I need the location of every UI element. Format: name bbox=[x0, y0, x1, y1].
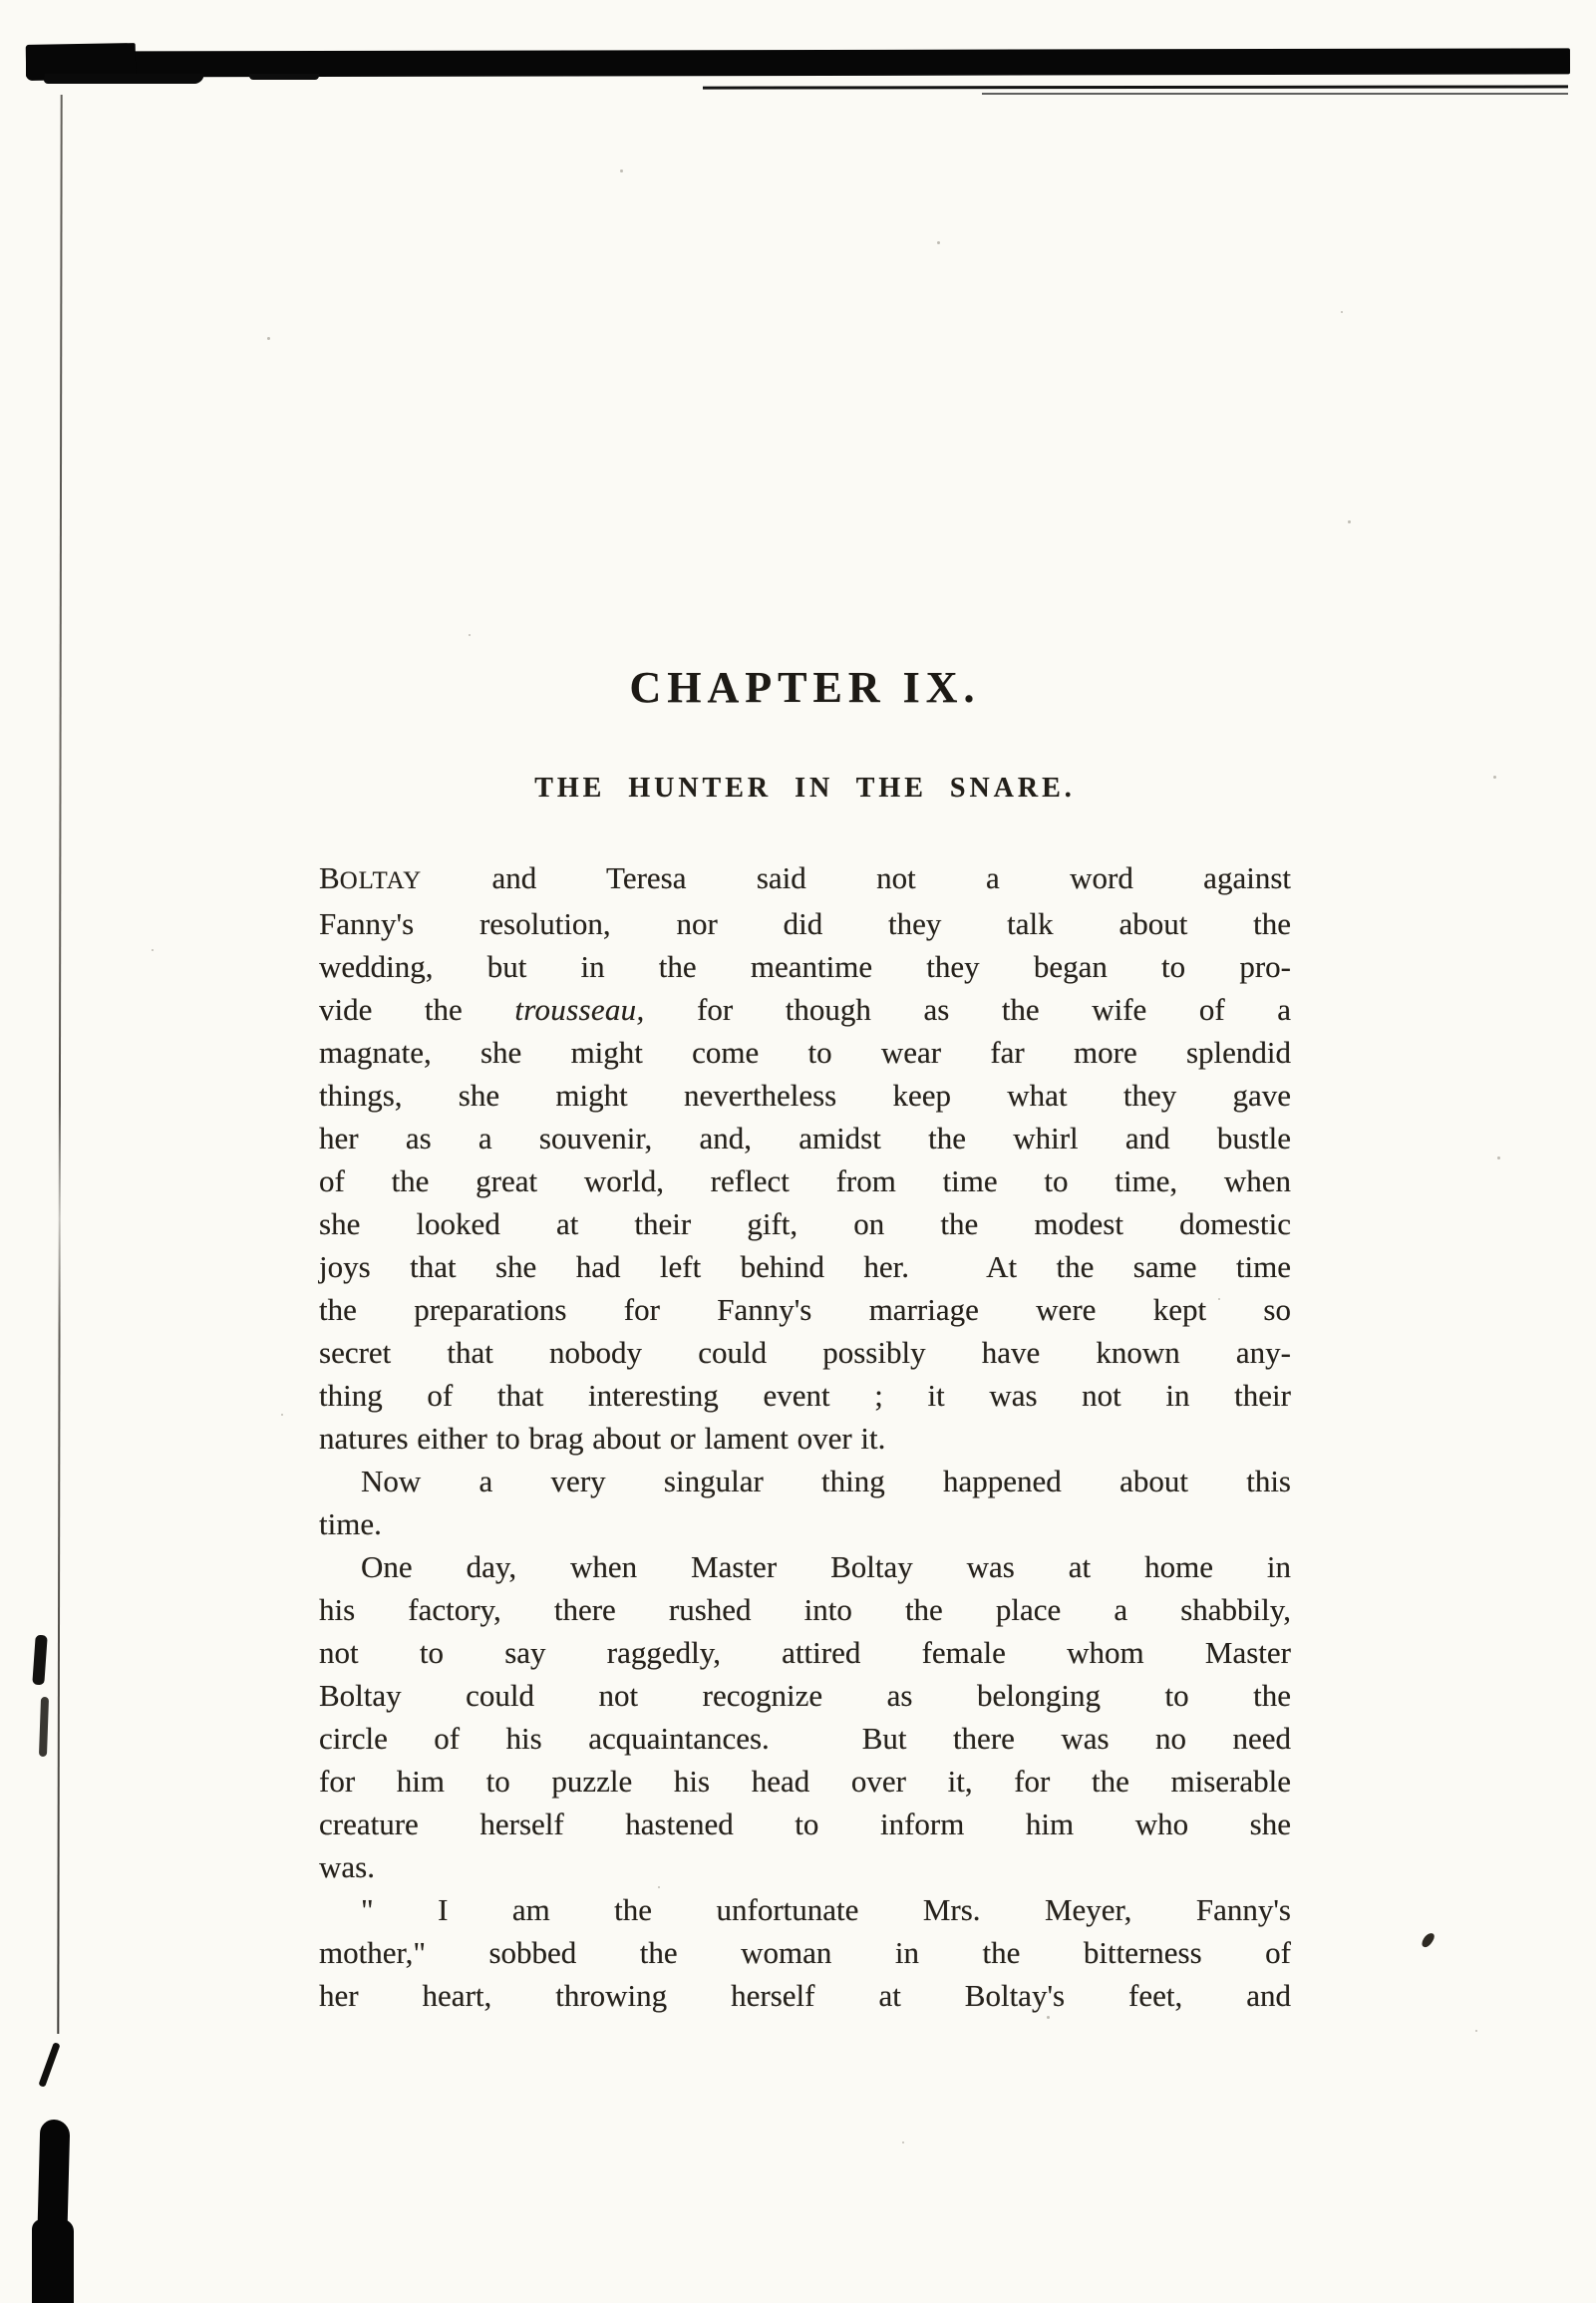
text-segment: for him to puzzle his head over it, for the miserable bbox=[319, 1764, 1291, 1799]
italic-text: trousseau, bbox=[514, 992, 645, 1027]
page-gutter-line bbox=[57, 95, 62, 2034]
scan-speck bbox=[1493, 776, 1496, 779]
text-segment: time. bbox=[319, 1506, 382, 1541]
text-segment: her heart, throwing herself at Boltay's feet, and bbox=[319, 1978, 1291, 2013]
ink-blot bbox=[32, 2219, 74, 2303]
body-text bbox=[319, 856, 1291, 2017]
text-line bbox=[319, 1674, 1291, 1717]
text-line bbox=[319, 1545, 1291, 1588]
text-line bbox=[319, 1159, 1291, 1202]
text-line bbox=[319, 1417, 1291, 1460]
text-line bbox=[319, 945, 1291, 988]
text-segment: for though as the wife of a bbox=[644, 992, 1292, 1027]
text-line bbox=[319, 1502, 1291, 1545]
chapter-title: CHAPTER IX. bbox=[629, 663, 981, 712]
text-segment: wedding, but in the meantime they began to pro- bbox=[319, 949, 1291, 984]
scan-speck bbox=[1348, 520, 1351, 523]
scan-speck bbox=[1475, 2030, 1477, 2032]
text-line bbox=[319, 1588, 1291, 1631]
scan-speck bbox=[281, 1414, 283, 1416]
scan-rule-line bbox=[703, 85, 1568, 89]
scan-speck bbox=[267, 337, 270, 340]
text-line bbox=[319, 1031, 1291, 1074]
text-segment: not to say raggedly, attired female whom Master bbox=[319, 1635, 1291, 1670]
text-segment: B bbox=[319, 860, 340, 895]
text-line bbox=[319, 1717, 1291, 1760]
scan-top-bar-smudge bbox=[249, 74, 319, 80]
text-segment: mother," sobbed the woman in the bitterness of bbox=[319, 1935, 1291, 1970]
text-line bbox=[319, 1460, 1291, 1502]
text-line bbox=[319, 1331, 1291, 1374]
text-line bbox=[319, 1631, 1291, 1674]
text-segment: of the great world, reflect from time to time, when bbox=[319, 1163, 1291, 1198]
text-line bbox=[319, 1074, 1291, 1117]
text-line bbox=[319, 1245, 1291, 1288]
text-segment: Boltay could not recognize as belonging to the bbox=[319, 1678, 1291, 1713]
text-segment: One day, when Master Boltay was at home in bbox=[361, 1549, 1291, 1584]
text-segment: the preparations for Fanny's marriage were kept so bbox=[319, 1292, 1291, 1327]
paragraph bbox=[319, 1888, 1291, 2017]
scan-speck bbox=[620, 169, 623, 172]
text-segment: magnate, she might come to wear far more splendid bbox=[319, 1035, 1291, 1070]
text-line bbox=[319, 1803, 1291, 1845]
text-segment: creature herself hastened to inform him who she bbox=[319, 1807, 1291, 1841]
ink-mark bbox=[32, 1635, 47, 1686]
text-line bbox=[319, 1845, 1291, 1888]
text-segment: thing of that interesting event ; it was not in their bbox=[319, 1378, 1291, 1413]
text-line bbox=[319, 902, 1291, 945]
text-segment: things, she might nevertheless keep what they gave bbox=[319, 1078, 1291, 1113]
text-line bbox=[319, 1931, 1291, 1974]
paragraph bbox=[319, 1460, 1291, 1545]
paragraph bbox=[319, 856, 1291, 1460]
paragraph bbox=[319, 1545, 1291, 1888]
ink-speck bbox=[1420, 1931, 1436, 1949]
text-segment: joys that she had left behind her. At the same time bbox=[319, 1249, 1291, 1284]
scan-speck bbox=[152, 949, 154, 951]
text-line bbox=[319, 1117, 1291, 1159]
smallcaps-text: OLTAY bbox=[339, 867, 423, 894]
text-line bbox=[319, 1202, 1291, 1245]
scan-speck bbox=[1497, 1156, 1500, 1159]
text-line bbox=[319, 1888, 1291, 1931]
text-line bbox=[319, 1288, 1291, 1331]
text-segment: his factory, there rushed into the place a shabbily, bbox=[319, 1592, 1291, 1627]
ink-mark bbox=[39, 1697, 49, 1757]
page-text-column bbox=[319, 662, 1291, 2017]
ink-mark bbox=[38, 2042, 60, 2088]
scan-speck bbox=[469, 634, 471, 636]
text-segment: natures either to brag about or lament over it. bbox=[319, 1421, 886, 1456]
text-segment: she looked at their gift, on the modest domestic bbox=[319, 1206, 1291, 1241]
text-segment: and Teresa said not a word against bbox=[422, 860, 1291, 895]
text-segment: Now a very singular thing happened about this bbox=[361, 1464, 1291, 1498]
text-segment: " I am the unfortunate Mrs. Meyer, Fanny's bbox=[361, 1892, 1291, 1927]
text-line bbox=[319, 988, 1291, 1031]
text-line bbox=[319, 1974, 1291, 2017]
text-segment: was. bbox=[319, 1849, 375, 1884]
chapter-subtitle: THE HUNTER IN THE SNARE. bbox=[534, 773, 1076, 804]
text-segment: circle of his acquaintances. But there was no need bbox=[319, 1721, 1291, 1756]
text-line bbox=[319, 856, 1291, 902]
text-line bbox=[319, 1374, 1291, 1417]
text-segment: Fanny's resolution, nor did they talk about the bbox=[319, 906, 1291, 941]
scan-speck bbox=[902, 2141, 904, 2143]
scan-speck bbox=[1341, 311, 1343, 313]
scan-speck bbox=[937, 241, 940, 244]
scan-top-bar-smudge bbox=[43, 74, 204, 84]
text-line bbox=[319, 1760, 1291, 1803]
text-segment: her as a souvenir, and, amidst the whirl and bustle bbox=[319, 1121, 1291, 1155]
text-segment: vide the bbox=[319, 992, 515, 1027]
scan-rule-line bbox=[982, 93, 1568, 95]
text-segment: secret that nobody could possibly have known any- bbox=[319, 1335, 1291, 1370]
